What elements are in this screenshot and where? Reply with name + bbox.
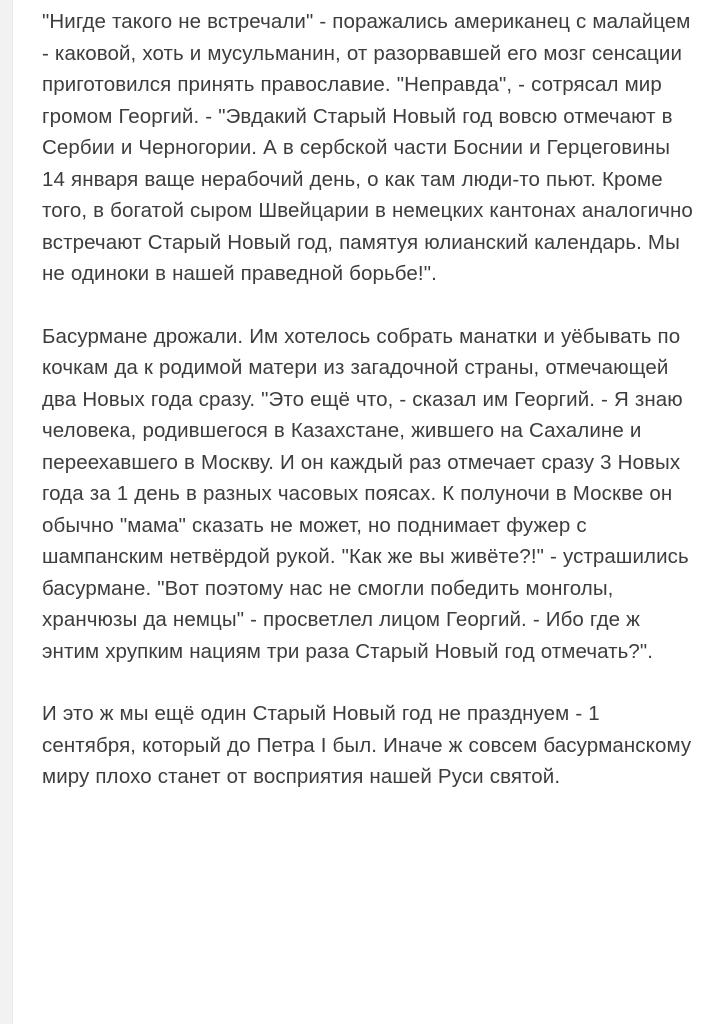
paragraph-1: "Нигде такого не встречали" - поражались американец с малайцем - каковой, хоть и мусульманин, от разорвавшей его мозг сенсации приготовился принять православие. "Неправда", - сотрясал мир громом Георгий. - "Эвдакий Старый Новый год вовсю отмечают в Сербии и Черногории. А в сербской части Боснии и Герцеговины 14 января ваще нерабочий день, о как там люди-то пьют. Кроме того, в богатой сыром Швейцарии в немецких кантонах аналогично встречают Старый Новый год, памятуя юлианский календарь. Мы не одиноки в нашей праведной борьбе!". [42,10,693,285]
paragraph-3: И это ж мы ещё один Старый Новый год не празднуем - 1 сентября, который до Петра I был. Иначе ж совсем басурманскому миру плохо станет от восприятия нашей Руси святой. [42,702,692,788]
paragraph-2: Басурмане дрожали. Им хотелось собрать манатки и уёбывать по кочкам да к родимой матери из загадочной страны, отмечающей два Новых года сразу. "Это ещё что, - сказал им Георгий. - Я знаю человека, родившегося в Казахстане, жившего на Сахалине и переехавшего в Москву. И он каждый раз отмечает сразу 3 Новых года за 1 день в разных часовых поясах. К полуночи в Москве он обычно "мама" сказать не может, но поднимает фужер с шампанским нетвёрдой рукой. "Как же вы живёте?!" - устрашились басурмане. "Вот поэтому нас не смогли победить монголы, хранчюзы да немцы" - просветлел лицом Георгий. - Ибо где ж энтим хрупким нациям три раза Старый Новый год отмечать?". [42,324,689,663]
left-margin-rail [0,0,13,1024]
